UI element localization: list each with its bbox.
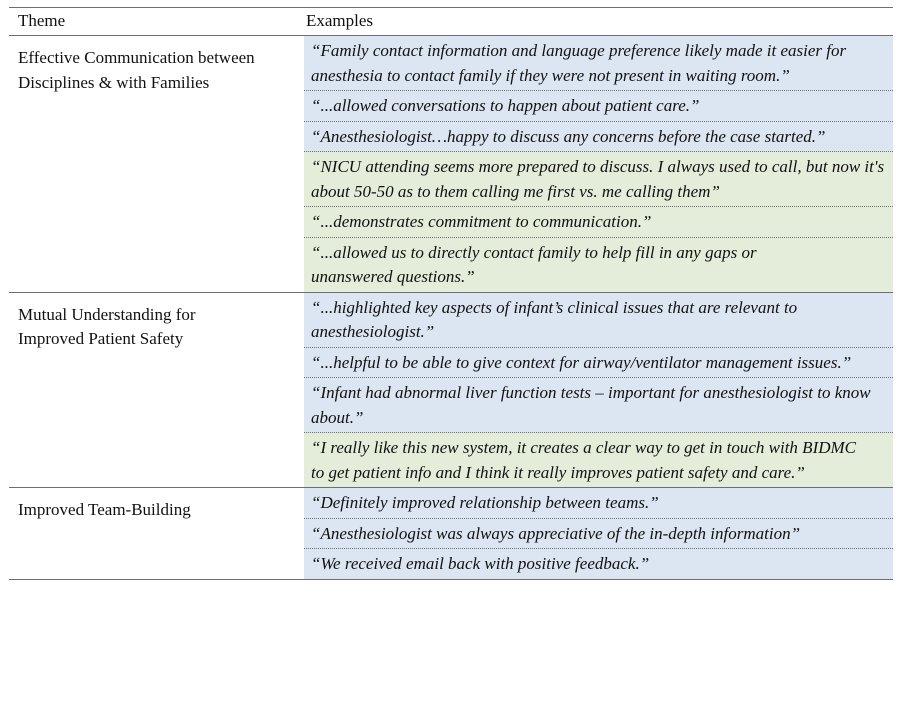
example-quote: “I really like this new system, it creates a clear way to get in touch with BIDMC to get patient info and I think it really improves patient safety and care.” [304, 433, 893, 487]
example-quote: “Anesthesiologist was always appreciative of the in-depth information” [304, 519, 893, 550]
theme-label: Mutual Understanding for Improved Patient Safety [18, 304, 196, 348]
example-quote: “Infant had abnormal liver function tests – important for anesthesiologist to know about.” [304, 378, 893, 433]
theme-group-communication [9, 36, 893, 293]
example-quote: “We received email back with positive feedback.” [304, 549, 893, 579]
examples-column-header: Examples [306, 11, 374, 30]
theme-group-safety [9, 293, 893, 489]
example-quote: “Family contact information and language preference likely made it easier for anesthesia to contact family if they were not present in waiting room.” [304, 36, 893, 91]
example-quote: “Definitely improved relationship between teams.” [304, 488, 893, 519]
example-quote: “...allowed conversations to happen about patient care.” [304, 91, 893, 122]
theme-label: Effective Communication between Disciplines & with Families [18, 48, 255, 92]
theme-group-team-building [9, 488, 893, 580]
example-quote: “Anesthesiologist…happy to discuss any concerns before the case started.” [304, 122, 893, 153]
example-quote: “...allowed us to directly contact family to help fill in any gaps or unanswered questions.” [304, 238, 893, 292]
table-header [9, 8, 893, 36]
examples-list [304, 293, 893, 488]
example-quote: “NICU attending seems more prepared to discuss. I always used to call, but now it's about 50-50 as to them calling me first vs. me calling them” [304, 152, 893, 207]
theme-column-header: Theme [18, 11, 66, 30]
example-quote: “...helpful to be able to give context for airway/ventilator management issues.” [304, 348, 893, 379]
examples-list [304, 36, 893, 292]
examples-list [304, 488, 893, 579]
theme-label: Improved Team-Building [18, 500, 191, 519]
example-quote: “...highlighted key aspects of infant’s clinical issues that are relevant to anesthesiologist.” [304, 293, 893, 348]
themes-table [9, 7, 893, 580]
example-quote: “...demonstrates commitment to communication.” [304, 207, 893, 238]
